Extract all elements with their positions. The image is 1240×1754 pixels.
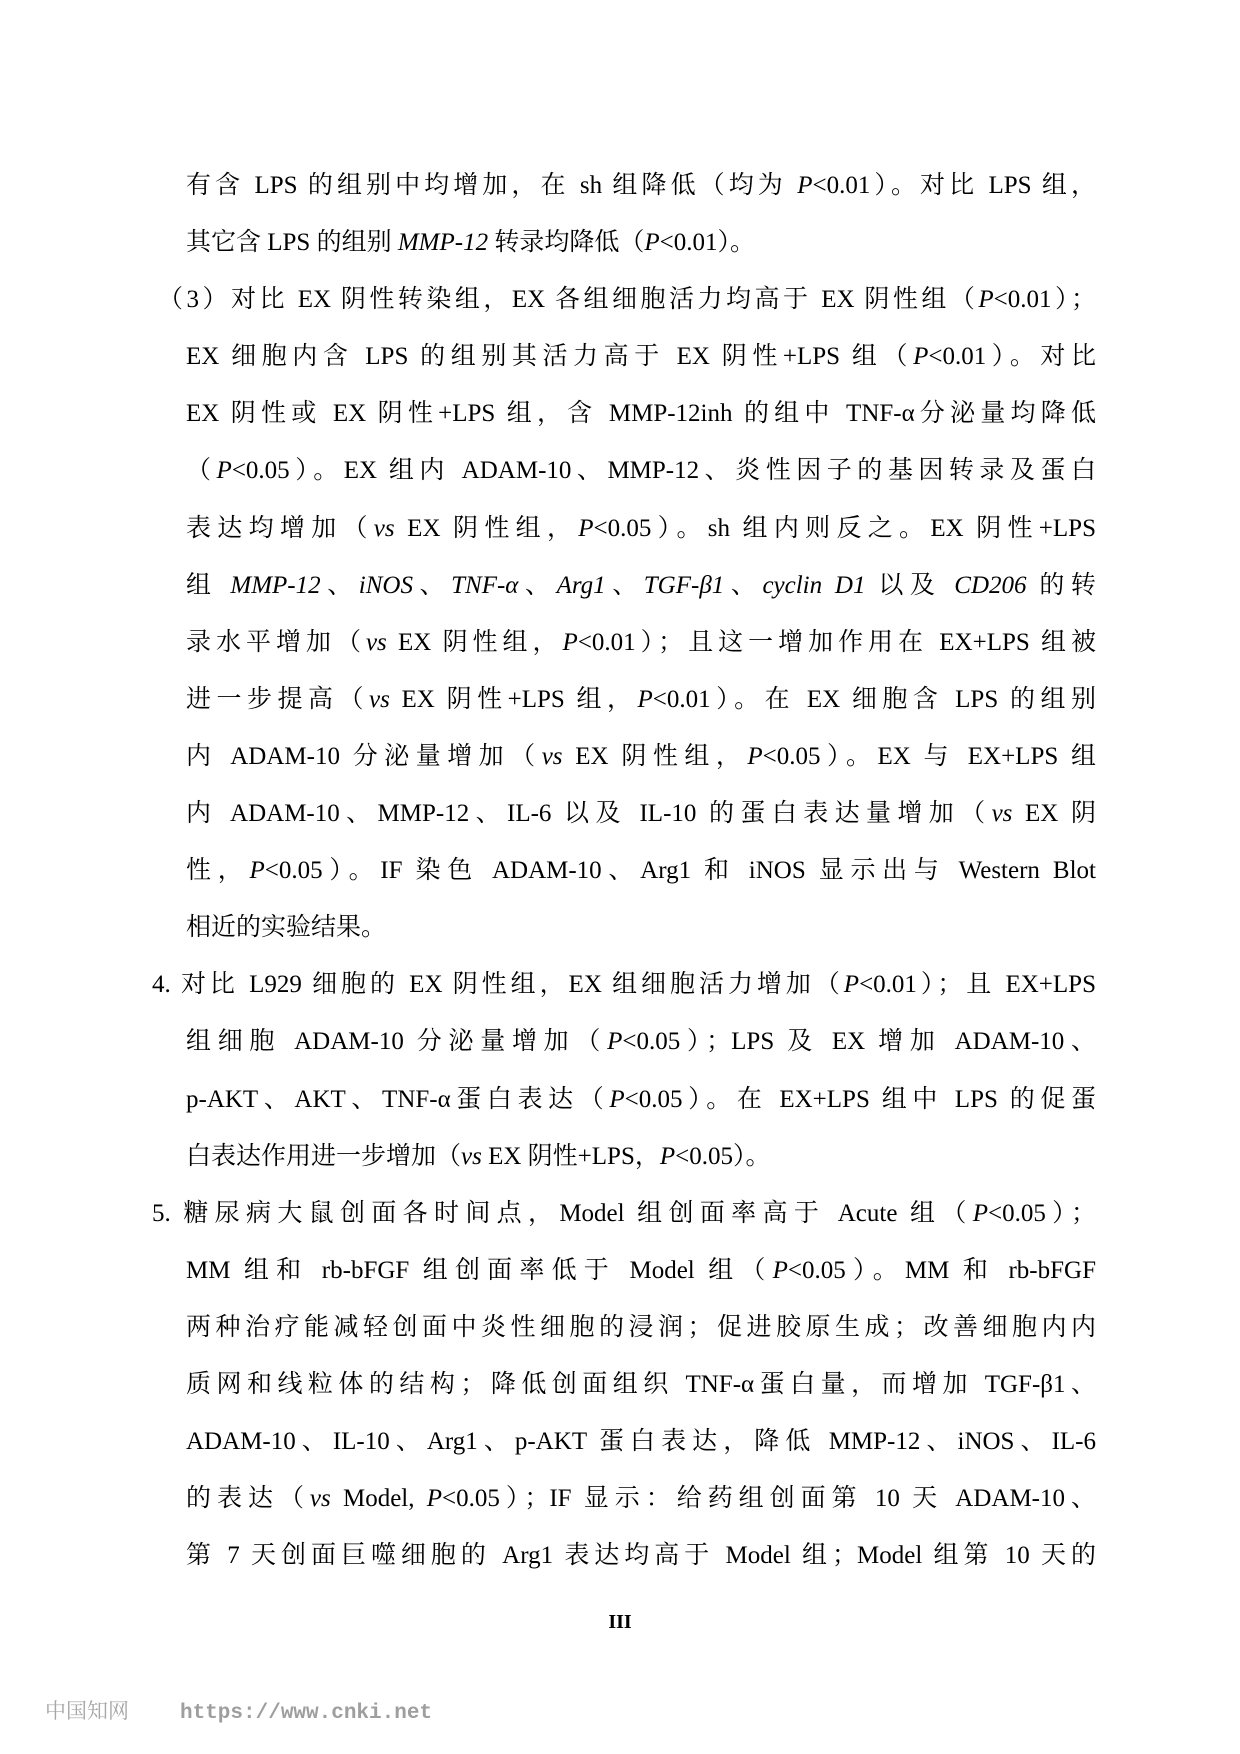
text-run: 4. 对比 L929 细胞的 EX 阴性组，EX 组细胞活力增加（ bbox=[152, 971, 844, 999]
text-run: 两种治疗能减轻创面中炎性细胞的浸润；促进胶原生成；改善细胞内内 bbox=[186, 1313, 1096, 1341]
text-line bbox=[186, 614, 1096, 671]
text-line bbox=[186, 1013, 1096, 1070]
text-run: 的转 bbox=[1026, 571, 1096, 599]
text-line bbox=[186, 500, 1096, 557]
text-line bbox=[186, 899, 1096, 956]
watermark-brand: 中国知网 bbox=[45, 1699, 129, 1723]
italic-run: vs bbox=[461, 1142, 482, 1170]
text-line bbox=[186, 1128, 1096, 1185]
italic-run: cyclin D1 bbox=[762, 571, 866, 599]
text-run: 第 7 天创面巨噬细胞的 Arg1 表达均高于 Model 组；Model 组第 10 天的 bbox=[186, 1542, 1096, 1570]
italic-run: P bbox=[978, 286, 994, 314]
text-line bbox=[186, 842, 1096, 899]
italic-run: P bbox=[747, 742, 763, 770]
text-run: <0.05）。EX 与 EX+LPS 组 bbox=[762, 742, 1096, 770]
text-run: <0.01）。对比 LPS 组， bbox=[812, 172, 1096, 199]
text-line bbox=[158, 271, 1096, 328]
text-run: EX 阴性组， bbox=[562, 742, 748, 770]
text-run: <0.01）。在 EX 细胞含 LPS 的组别 bbox=[652, 685, 1096, 713]
text-line bbox=[186, 785, 1096, 842]
text-line bbox=[186, 1527, 1096, 1584]
text-run: 进一步提高（ bbox=[186, 685, 369, 713]
text-line bbox=[186, 1242, 1096, 1299]
italic-run: P bbox=[972, 1199, 988, 1227]
text-run: 组 bbox=[186, 571, 231, 599]
text-run: 相近的实验结果。 bbox=[186, 914, 387, 942]
italic-run: P bbox=[772, 1256, 788, 1284]
italic-run: MMP-12 bbox=[397, 229, 489, 257]
text-run: 、 bbox=[518, 571, 557, 599]
text-run: <0.01）；且 EX+LPS bbox=[859, 971, 1096, 999]
text-line bbox=[186, 157, 1096, 214]
italic-run: P bbox=[644, 229, 660, 257]
text-run: EX 阴性组， bbox=[394, 514, 579, 542]
text-run: 、 bbox=[605, 571, 644, 599]
italic-run: vs bbox=[373, 514, 395, 542]
text-line bbox=[186, 442, 1096, 499]
text-line bbox=[186, 328, 1096, 385]
text-run: 白表达作用进一步增加（ bbox=[186, 1142, 462, 1170]
text-run: （3）对比 EX 阴性转染组，EX 各组细胞活力均高于 EX 阴性组（ bbox=[158, 286, 979, 314]
italic-run: MMP-12 bbox=[230, 571, 321, 599]
text-line bbox=[152, 1185, 1096, 1242]
text-run: <0.01）。对比 bbox=[928, 343, 1096, 371]
text-line bbox=[186, 728, 1096, 785]
text-line bbox=[186, 1470, 1096, 1527]
text-run: 内 ADAM-10、MMP-12、IL-6 以及 IL-10 的蛋白表达量增加（ bbox=[186, 800, 992, 828]
text-run: EX 细胞内含 LPS 的组别其活力高于 EX 阴性+LPS 组（ bbox=[186, 343, 914, 371]
italic-run: P bbox=[249, 857, 265, 885]
text-run: <0.05）。在 EX+LPS 组中 LPS 的促蛋 bbox=[624, 1085, 1096, 1113]
text-run: 性， bbox=[186, 857, 250, 885]
italic-run: vs bbox=[368, 685, 390, 713]
text-run: EX 阴性+LPS 组， bbox=[389, 685, 638, 713]
italic-run: TGF-β1 bbox=[643, 571, 725, 599]
text-line bbox=[186, 557, 1096, 614]
text-line bbox=[186, 1071, 1096, 1128]
text-run: MM 组和 rb-bFGF 组创面率低于 Model 组（ bbox=[186, 1256, 773, 1284]
text-line bbox=[186, 1299, 1096, 1356]
text-line bbox=[186, 385, 1096, 442]
text-line bbox=[186, 1413, 1096, 1470]
text-run: 其它含 LPS 的组别 bbox=[186, 229, 398, 257]
text-run: 有含 LPS 的组别中均增加，在 sh 组降低（均为 bbox=[186, 172, 798, 199]
text-run: EX 阴性组， bbox=[386, 628, 563, 656]
text-run: 表达均增加（ bbox=[186, 514, 374, 542]
italic-run: iNOS bbox=[358, 571, 413, 599]
text-line bbox=[152, 956, 1096, 1013]
italic-run: P bbox=[578, 514, 594, 542]
text-run: EX 阴 bbox=[1012, 800, 1096, 828]
text-run: 质网和线粒体的结构；降低创面组织 TNF-α蛋白量，而增加 TGF-β1、 bbox=[186, 1370, 1096, 1398]
watermark bbox=[45, 1697, 432, 1725]
text-run: <0.01）； bbox=[993, 286, 1096, 314]
italic-run: Arg1 bbox=[556, 571, 606, 599]
italic-run: vs bbox=[309, 1485, 331, 1513]
italic-run: P bbox=[426, 1485, 443, 1513]
text-run: Model, bbox=[330, 1485, 427, 1513]
text-run: <0.05）。EX 组内 ADAM-10、MMP-12、炎性因子的基因转录及蛋白 bbox=[231, 457, 1096, 485]
text-run: EX 阴性+LPS， bbox=[481, 1142, 660, 1170]
text-line bbox=[186, 214, 1096, 271]
text-run: <0.01）。 bbox=[659, 229, 755, 257]
text-run: <0.05）。 bbox=[675, 1142, 771, 1170]
text-run: <0.05）。IF 染色 ADAM-10、Arg1 和 iNOS 显示出与 Western Blot bbox=[264, 857, 1096, 885]
text-run: <0.05）。sh 组内则反之。EX 阴性+LPS bbox=[593, 514, 1096, 542]
text-run: <0.05）；IF 显示：给药组创面第 10 天 ADAM-10、 bbox=[442, 1485, 1096, 1513]
italic-run: vs bbox=[991, 800, 1013, 828]
text-run: 5. 糖尿病大鼠创面各时间点，Model 组创面率高于 Acute 组（ bbox=[152, 1199, 973, 1227]
text-run: <0.05）； bbox=[987, 1199, 1096, 1227]
text-run: ADAM-10、IL-10、Arg1、p-AKT 蛋白表达，降低 MMP-12、iNOS、IL-6 bbox=[186, 1428, 1096, 1456]
italic-run: vs bbox=[541, 742, 563, 770]
text-run: <0.05）；LPS 及 EX 增加 ADAM-10、 bbox=[622, 1028, 1096, 1056]
text-run: 转录均降低（ bbox=[488, 229, 645, 257]
page-number: III bbox=[608, 1611, 632, 1633]
italic-run: P bbox=[216, 457, 232, 485]
text-run: 以及 bbox=[865, 571, 955, 599]
body-text bbox=[0, 157, 1240, 1584]
italic-run: P bbox=[637, 685, 653, 713]
italic-run: P bbox=[913, 343, 929, 371]
italic-run: P bbox=[607, 1028, 623, 1056]
italic-run: TNF-α bbox=[451, 571, 519, 599]
watermark-url: https://www.cnki.net bbox=[180, 1702, 433, 1725]
text-run: 录水平增加（ bbox=[186, 628, 366, 656]
italic-run: CD206 bbox=[954, 571, 1027, 599]
text-run: （ bbox=[186, 457, 217, 485]
text-run: 、 bbox=[724, 571, 763, 599]
text-run: 、 bbox=[320, 571, 359, 599]
italic-run: P bbox=[797, 172, 813, 199]
text-run: 的表达（ bbox=[186, 1485, 310, 1513]
italic-run: P bbox=[562, 628, 578, 656]
italic-run: P bbox=[609, 1085, 625, 1113]
text-run: <0.05）。MM 和 rb-bFGF bbox=[787, 1256, 1096, 1284]
text-run: 组细胞 ADAM-10 分泌量增加（ bbox=[186, 1028, 608, 1056]
text-run: EX 阴性或 EX 阴性+LPS 组，含 MMP-12inh 的组中 TNF-α分泌量均降低 bbox=[186, 400, 1096, 428]
text-run: 、 bbox=[412, 571, 452, 599]
italic-run: vs bbox=[365, 628, 387, 656]
text-line bbox=[186, 1356, 1096, 1413]
italic-run: P bbox=[843, 971, 860, 999]
text-run: <0.01）；且这一增加作用在 EX+LPS 组被 bbox=[577, 628, 1096, 656]
text-line bbox=[186, 671, 1096, 728]
text-run: 内 ADAM-10 分泌量增加（ bbox=[186, 742, 542, 770]
italic-run: P bbox=[659, 1142, 676, 1170]
text-run: p-AKT、AKT、TNF-α蛋白表达（ bbox=[186, 1085, 610, 1113]
